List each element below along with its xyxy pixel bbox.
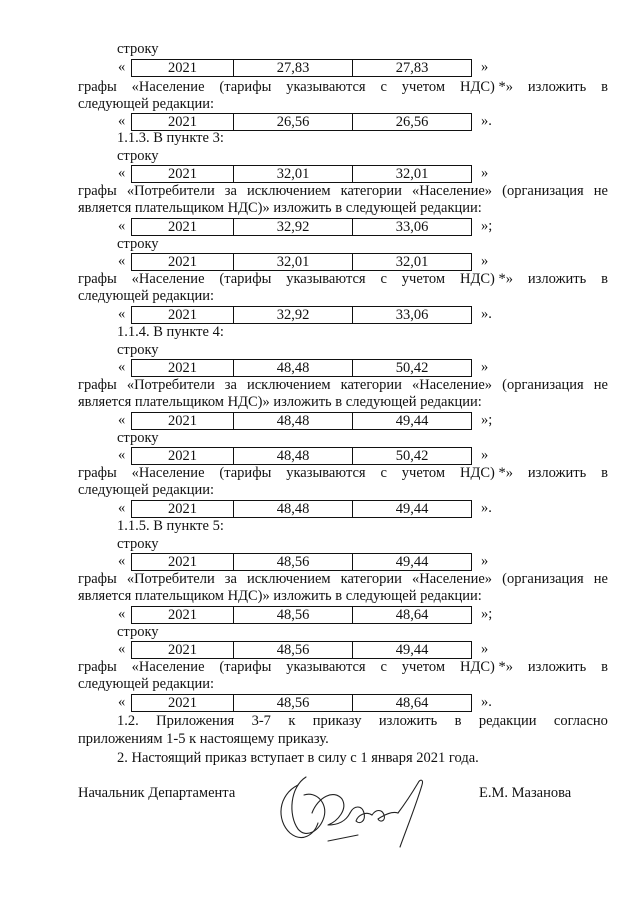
section-heading: 1.1.3. В пункте 3: — [117, 130, 224, 146]
section-heading: 1.1.5. В пункте 5: — [117, 518, 224, 534]
paragraph-1-2-line2: приложениям 1-5 к настоящему приказу. — [78, 731, 329, 747]
text-line: является плательщиком НДС)» изложить в следующей редакции: — [78, 394, 482, 410]
year-cell: 2021 — [132, 60, 234, 76]
signatory-name: Е.М. Мазанова — [479, 785, 572, 801]
text-line: графы «Потребители за исключением категории «Население» (организация не — [78, 377, 608, 393]
tariff-table — [131, 59, 472, 77]
stroku-label: строку — [117, 430, 159, 446]
stroku-label: строку — [117, 342, 159, 358]
paragraph-1-2-line1: 1.2. Приложения 3-7 к приказу изложить в редакции согласно — [117, 713, 608, 729]
paragraph-2: 2. Настоящий приказ вступает в силу с 1 января 2021 года. — [117, 750, 479, 766]
text-line: графы «Население (тарифы указываются с учетом НДС) *» изложить в — [78, 659, 608, 675]
text-line: следующей редакции: — [78, 288, 215, 304]
text-line: графы «Потребители за исключением категории «Население» (организация не — [78, 183, 608, 199]
value-cell: 27,83 — [234, 60, 353, 76]
text-line: является плательщиком НДС)» изложить в следующей редакции: — [78, 588, 482, 604]
text-line: следующей редакции: — [78, 482, 215, 498]
text-line: следующей редакции: — [78, 676, 215, 692]
stroku-label: строку — [117, 536, 159, 552]
text-line: следующей редакции: — [78, 96, 215, 112]
text-line: графы «Население (тарифы указываются с учетом НДС) *» изложить в — [78, 79, 608, 95]
section-heading: 1.1.4. В пункте 4: — [117, 324, 224, 340]
stroku-label: строку — [117, 624, 159, 640]
signatory-position: Начальник Департамента — [78, 785, 236, 801]
text-line: графы «Население (тарифы указываются с учетом НДС) *» изложить в — [78, 465, 608, 481]
text-line: графы «Население (тарифы указываются с учетом НДС) *» изложить в — [78, 271, 608, 287]
stroku-label: строку — [117, 236, 159, 252]
value-cell: 27,83 — [395, 60, 429, 76]
handwritten-signature-icon — [268, 765, 458, 855]
stroku-label: строку — [117, 148, 159, 164]
text-line: графы «Потребители за исключением категории «Население» (организация не — [78, 571, 608, 587]
text-line: является плательщиком НДС)» изложить в следующей редакции: — [78, 200, 482, 216]
stroku-label: строку — [117, 41, 159, 57]
